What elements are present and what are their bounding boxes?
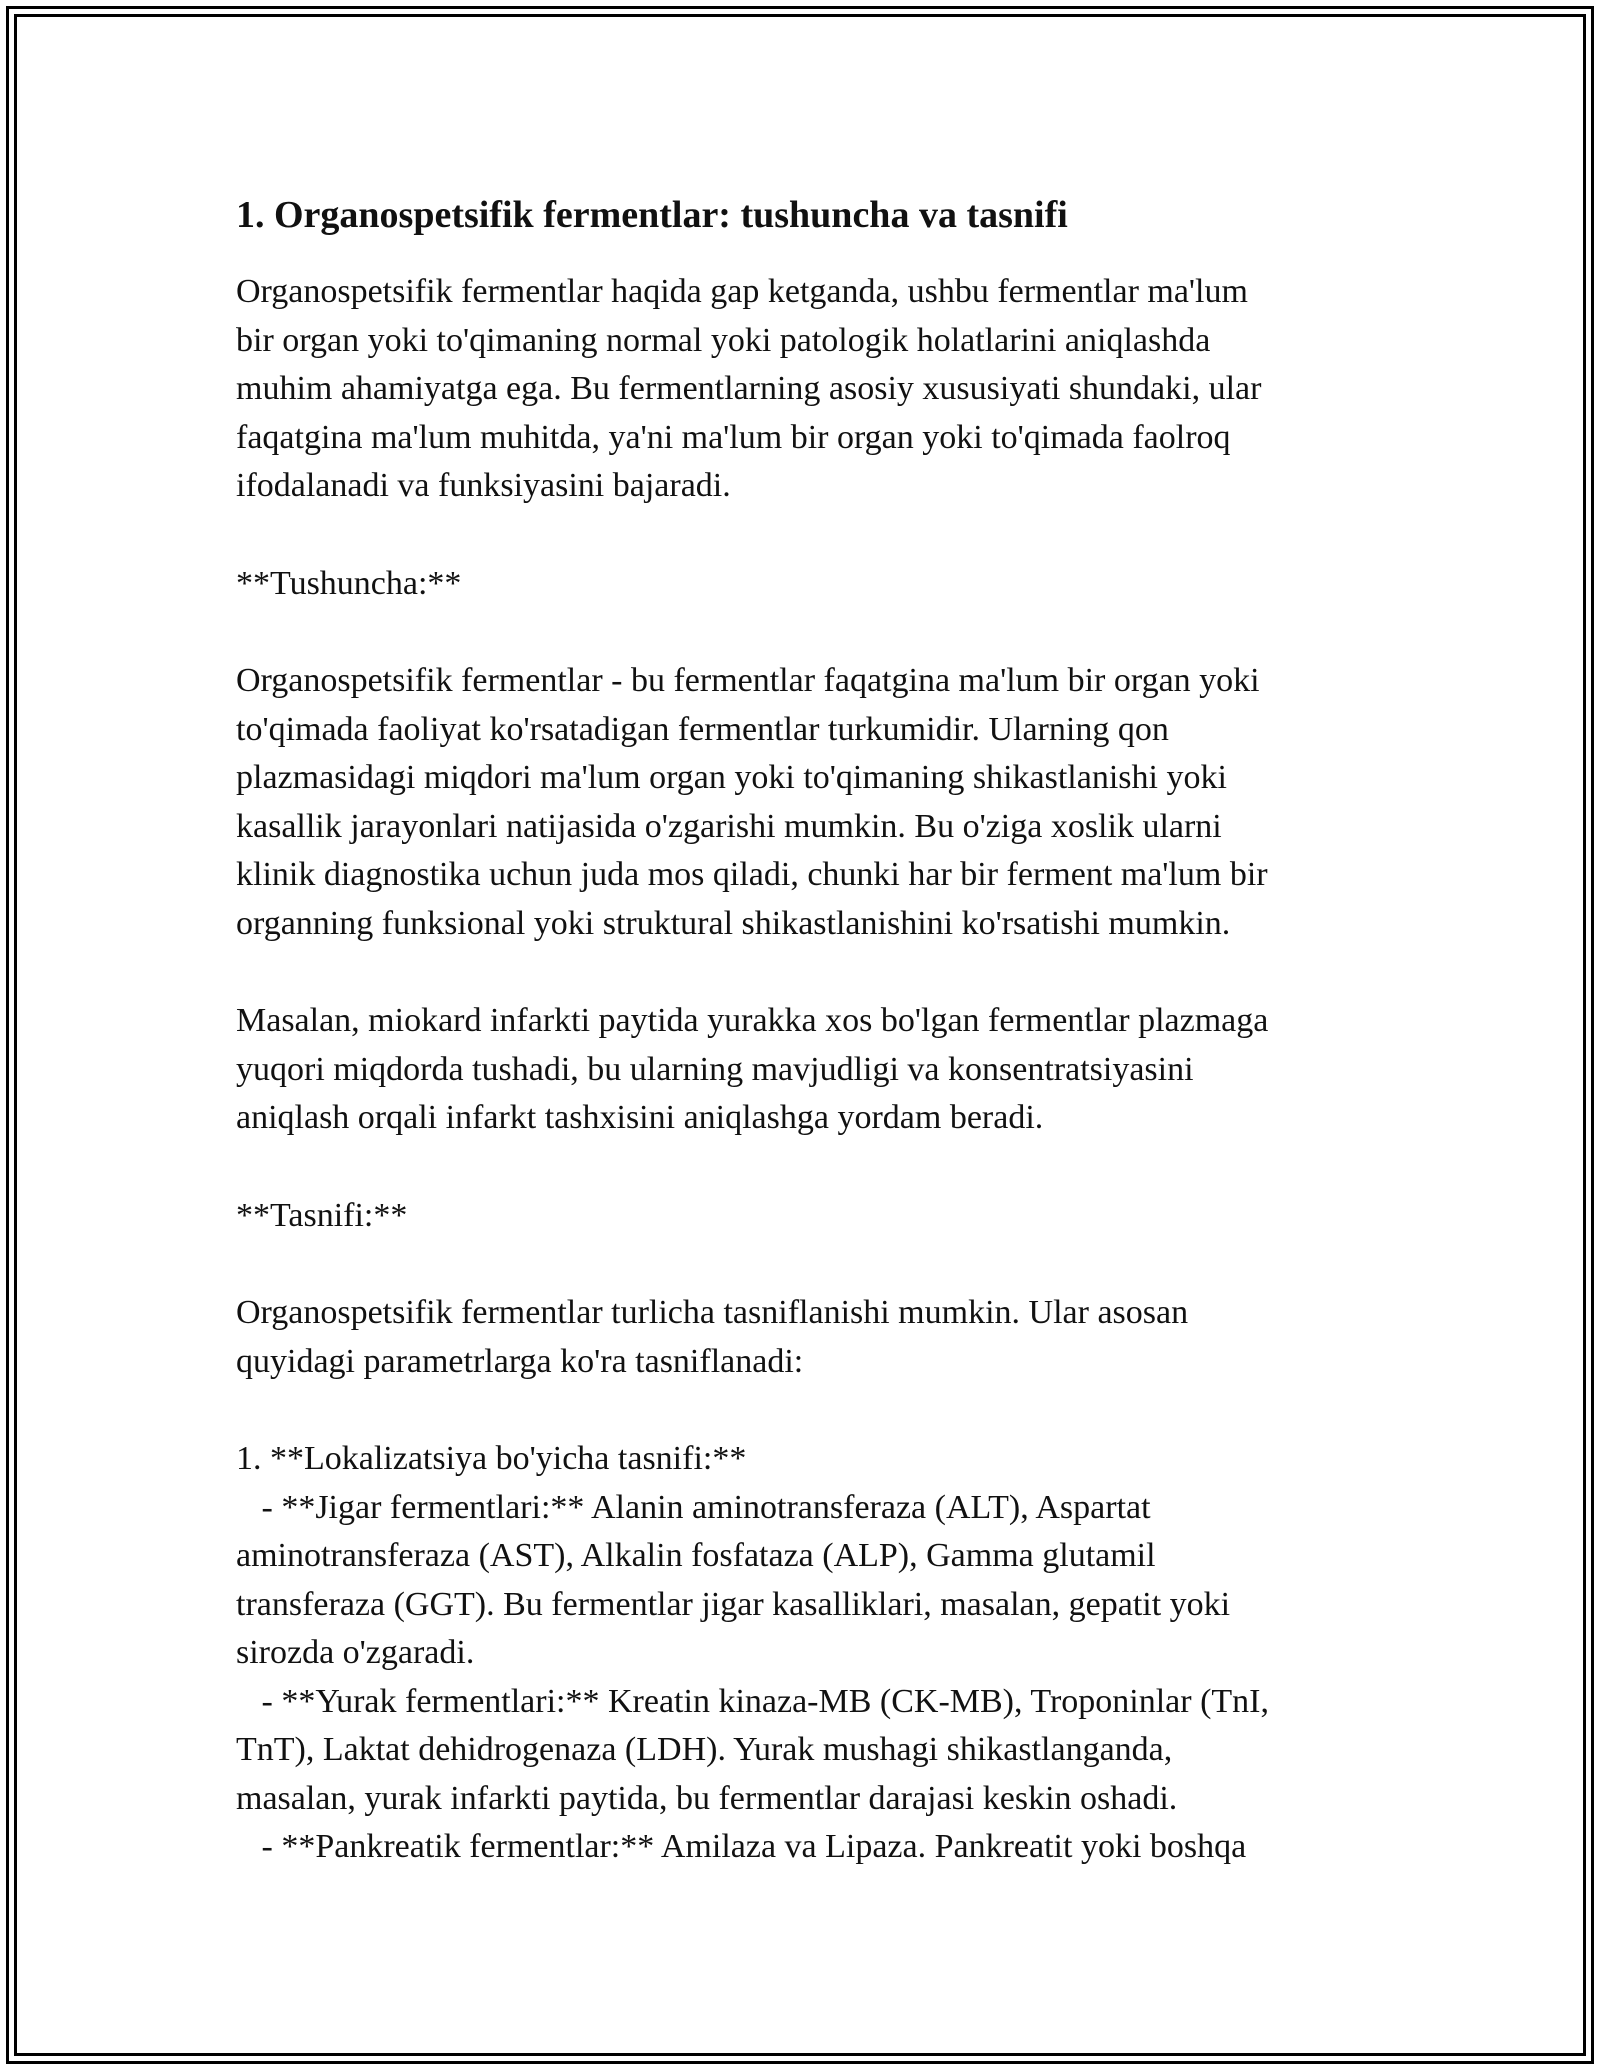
paragraph-classification-intro	[236, 1289, 1366, 1386]
text-line: TnT), Laktat dehidrogenaza (LDH). Yurak mushagi shikastlanganda,	[236, 1731, 1173, 1768]
section-heading-tasnifi	[236, 1192, 1366, 1241]
section-heading-tushuncha	[236, 560, 1366, 609]
document-body	[236, 188, 1366, 1921]
list-item: - **Jigar fermentlari:** Alanin aminotransferaza (ALT), Aspartat	[236, 1488, 1151, 1526]
text-line: plazmasidagi miqdori ma'lum organ yoki to'qimaning shikastlanishi yoki	[236, 759, 1227, 796]
text-line: Masalan, miokard infarkti paytida yurakka xos bo'lgan fermentlar plazmaga	[236, 1002, 1269, 1039]
document-title: 1. Organospetsifik fermentlar: tushuncha va tasnifi	[236, 194, 1068, 236]
text-line: sirozda o'zgaradi.	[236, 1634, 475, 1671]
text-line: Organospetsifik fermentlar - bu fermentlar faqatgina ma'lum bir organ yoki	[236, 662, 1260, 699]
text-line: muhim ahamiyatga ega. Bu fermentlarning asosiy xususiyati shundaki, ular	[236, 370, 1262, 407]
text-line: klinik diagnostika uchun juda mos qiladi, chunki har bir ferment ma'lum bir	[236, 856, 1268, 893]
text-line: masalan, yurak infarkti paytida, bu fermentlar darajasi keskin oshadi.	[236, 1779, 1178, 1817]
paragraph-intro	[236, 268, 1366, 511]
text-line: Organospetsifik fermentlar turlicha tasniflanishi mumkin. Ular asosan	[236, 1294, 1189, 1331]
classification-list	[236, 1435, 1366, 1872]
text-line: aminotransferaza (AST), Alkalin fosfataza (ALP), Gamma glutamil	[236, 1537, 1156, 1574]
text-line: ifodalanadi va funksiyasini bajaradi.	[236, 467, 731, 504]
text-line: aniqlash orqali infarkt tashxisini aniqlashga yordam beradi.	[236, 1099, 1044, 1136]
text-line: **Tushuncha:**	[236, 564, 462, 602]
list-item-heading: 1. **Lokalizatsiya bo'yicha tasnifi:**	[236, 1440, 747, 1477]
text-line: to'qimada faoliyat ko'rsatadigan fermentlar turkumidir. Ularning qon	[236, 710, 1169, 748]
list-item: - **Yurak fermentlari:** Kreatin kinaza-MB (CK-MB), Troponinlar (TnI,	[236, 1682, 1269, 1720]
text-line: yuqori miqdorda tushadi, bu ularning mavjudligi va konsentratsiyasini	[236, 1050, 1194, 1088]
text-line: kasallik jarayonlari natijasida o'zgarishi mumkin. Bu o'ziga xoslik ularni	[236, 807, 1222, 845]
text-line: **Tasnifi:**	[236, 1196, 408, 1234]
text-line: quyidagi parametrlarga ko'ra tasniflanadi:	[236, 1342, 804, 1380]
paragraph-example	[236, 997, 1366, 1143]
text-line: transferaza (GGT). Bu fermentlar jigar kasalliklari, masalan, gepatit yoki	[236, 1585, 1231, 1623]
text-line: Organospetsifik fermentlar haqida gap ketganda, ushbu fermentlar ma'lum	[236, 273, 1248, 310]
paragraph-definition	[236, 657, 1366, 948]
list-item: - **Pankreatik fermentlar:** Amilaza va Lipaza. Pankreatit yoki boshqa	[236, 1828, 1247, 1865]
text-line: bir organ yoki to'qimaning normal yoki patologik holatlarini aniqlashda	[236, 321, 1211, 359]
text-line: faqatgina ma'lum muhitda, ya'ni ma'lum bir organ yoki to'qimada faolroq	[236, 418, 1231, 456]
text-line: organning funksional yoki struktural shikastlanishini ko'rsatishi mumkin.	[236, 904, 1231, 942]
